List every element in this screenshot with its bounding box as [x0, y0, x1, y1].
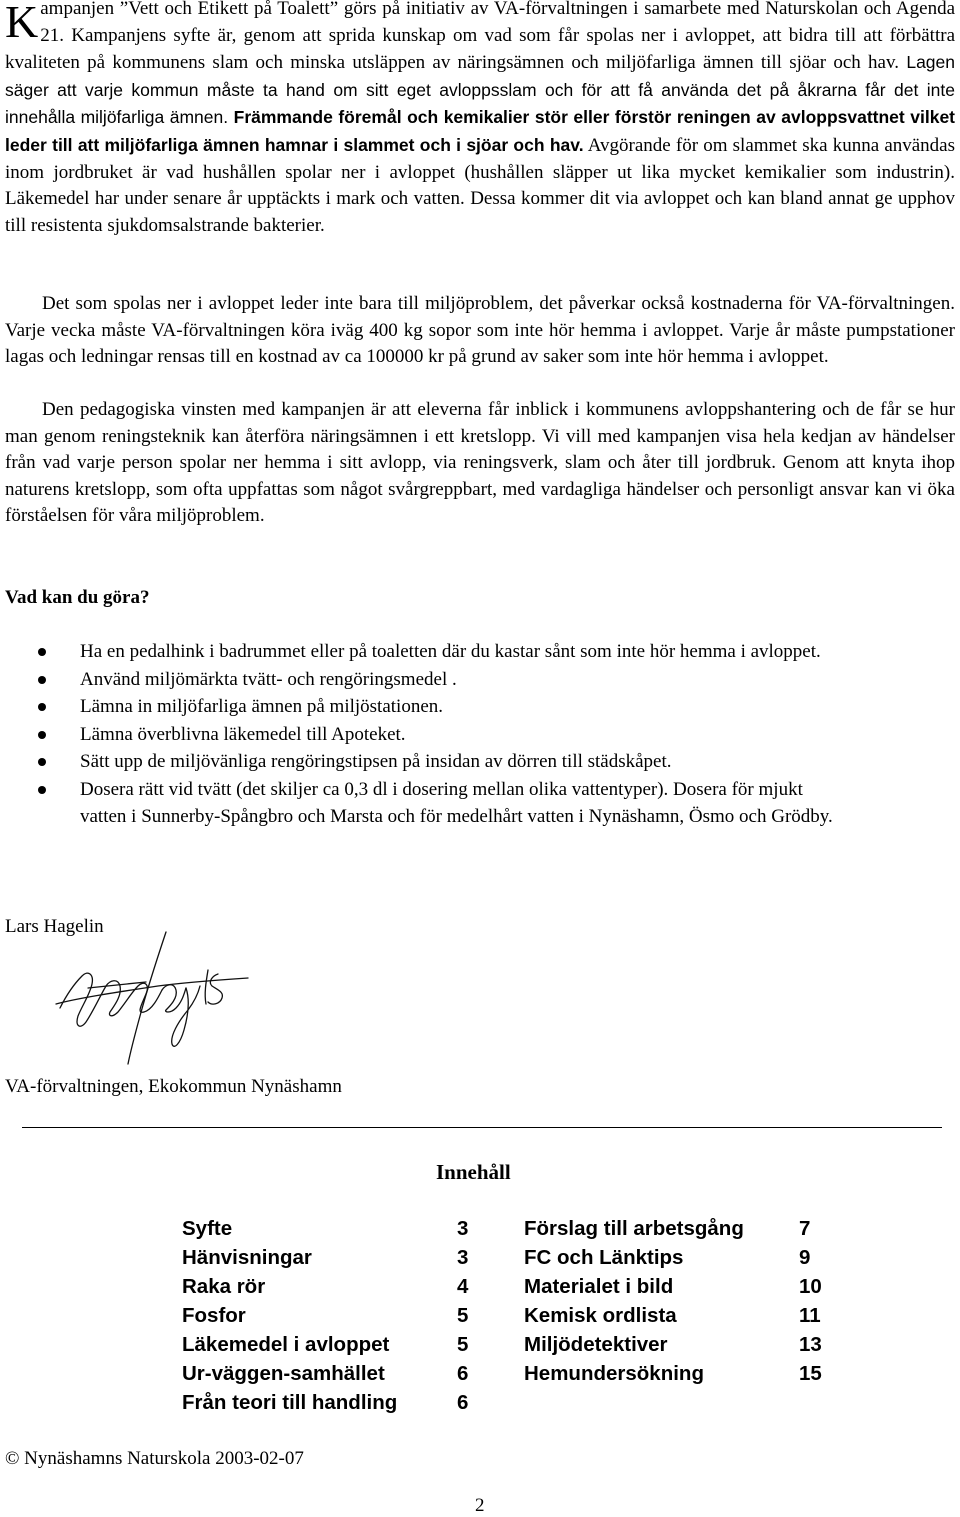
bullet-icon: [38, 758, 46, 766]
organization-line: VA-förvaltningen, Ekokommun Nynäshamn: [5, 1076, 342, 1097]
toc-entry-label: Syfte: [182, 1217, 233, 1240]
action-list: [0, 639, 960, 831]
toc-entry-page: 3: [457, 1246, 469, 1269]
toc-entry-page: 7: [799, 1217, 811, 1240]
toc-entry-page: 10: [799, 1275, 822, 1298]
list-item: [0, 694, 840, 721]
list-item: [0, 749, 840, 776]
section-heading: Vad kan du göra?: [5, 587, 150, 608]
list-item-text: Sätt upp de miljövänliga rengöringstipsen på insidan av dörren till städskåpet.: [80, 751, 672, 773]
list-item-text: Ha en pedalhink i badrummet eller på toaletten där du kastar sånt som inte hör hemma i avloppet.: [80, 641, 821, 662]
toc-right-column: [524, 1217, 844, 1397]
toc-entry-page: 13: [799, 1333, 822, 1356]
toc-entry-page: 9: [799, 1246, 811, 1269]
toc-entry-label: Hemundersökning: [524, 1362, 704, 1385]
bullet-icon: [38, 703, 46, 711]
bullet-icon: [38, 786, 46, 794]
bullet-icon: [38, 731, 46, 739]
bullet-icon: [38, 648, 46, 656]
toc-entry-label: Hänvisningar: [182, 1246, 312, 1269]
toc-entry-page: 15: [799, 1362, 822, 1385]
divider: [22, 1127, 942, 1128]
toc-entry-page: 3: [457, 1217, 469, 1240]
list-item: [0, 777, 840, 830]
intro-sentence-4: Avgörande för om slammet ska kunna användas inom jordbruket är vad hushållen spolar ner i avloppet (hushållen släpper ut lika mycket kemikalier som industrin). Läkemedel har under senare år upptäckts i mark och vatten. Dessa kommer dit via avloppet och kan bland annat ge upphov till resistenta sjukdomsalstrande bakterier.: [5, 134, 956, 236]
toc-entry-page: 6: [457, 1362, 469, 1385]
list-item-text: Dosera rätt vid tvätt (det skiljer ca 0,3 dl i dosering mellan olika vattentyper). Dosera för mjukt vatten i Sunnerby-Spångbro och Marsta och för medelhårt vatten i Nynäshamn, Ösmo och Grödby.: [80, 778, 833, 827]
toc-entry-label: Raka rör: [182, 1275, 266, 1298]
toc-entry-page: 4: [457, 1275, 469, 1298]
intro-sentence-1: ampanjen ”Vett och Etikett på Toalett” görs på initiativ av VA-förvaltningen i samarbete med Naturskolan och Agenda 21. Kampanjens syfte är, genom att sprida kunskap om vad som får spolas ner i avloppet, att bidra till att förbättra kvaliteten på kommunens slam och minska utsläppen av näringsämnen och miljöfarliga ämnen till sjöar och hav.: [5, 0, 955, 74]
drop-cap: K: [5, 0, 39, 47]
toc-entry-page: 11: [799, 1304, 821, 1327]
copyright-footer: © Nynäshamns Naturskola 2003-02-07: [5, 1448, 304, 1469]
bullet-icon: [38, 676, 46, 684]
toc-entry-label: Miljödetektiver: [524, 1333, 668, 1356]
intro-sentence-2: Lagen säger att varje kommun måste ta hand om sitt eget avloppsslam och för att få använda det på åkrarna får det inte innehålla miljöfarliga ämnen.: [5, 52, 955, 128]
toc-entry-label: Kemisk ordlista: [524, 1304, 677, 1327]
list-item: [0, 639, 840, 666]
intro-paragraph: [5, 0, 955, 239]
list-item-text: Använd miljömärkta tvätt- och rengöringsmedel .: [80, 668, 457, 690]
page-number: 2: [475, 1495, 485, 1516]
signer-name: Lars Hagelin: [5, 916, 104, 937]
list-item-text: Lämna in miljöfarliga ämnen på miljöstationen.: [80, 696, 444, 718]
handwritten-signature: [48, 926, 268, 1066]
list-item: [0, 722, 840, 749]
toc-entry-label: Fosfor: [182, 1304, 246, 1327]
list-item-text: Lämna överblivna läkemedel till Apoteket.: [80, 723, 406, 745]
toc-title: Innehåll: [436, 1160, 511, 1184]
toc-entry-label: Ur-väggen-samhället: [182, 1362, 385, 1385]
toc-entry-page: 6: [457, 1391, 469, 1414]
toc-entry-page: 5: [457, 1304, 469, 1327]
intro-sentence-3-bold: Främmande föremål och kemikalier stör eller förstör reningen av avloppsvattnet vilket leder till att miljöfarliga ämnen hamnar i slammet och i sjöar och hav.: [5, 107, 956, 155]
toc-entry-label: Materialet i bild: [524, 1275, 674, 1298]
toc-entry-label: Från teori till handling: [182, 1391, 398, 1414]
toc-entry-page: 5: [457, 1333, 469, 1356]
toc-entry-label: FC och Länktips: [524, 1246, 684, 1269]
costs-paragraph: Det som spolas ner i avloppet leder inte bara till miljöproblem, det påverkar också kostnaderna för VA-förvaltningen. Varje vecka måste VA-förvaltningen köra iväg 400 kg sopor som inte hör hemma i avloppet. Varje år måste pumpstationer lagas och ledningar rensas till en kostnad av ca 100000 kr på grund av saker som inte hör hemma i avloppet.: [5, 293, 955, 368]
toc-entry-label: Läkemedel i avloppet: [182, 1333, 390, 1356]
pedagogy-paragraph: Den pedagogiska vinsten med kampanjen är att eleverna får inblick i kommunens avloppshantering och de får se hur man genom reningsteknik kan återföra näringsämnen i ett kretslopp. Vi vill med kampanjen visa hela kedjan av händelser från vad varje person spolar ner hemma i sitt avlopp, via reningsverk, slam och åter till jordbruk. Genom att knyta ihop naturens kretslopp, som ofta uppfattas som något svårgreppbart, med vardagliga händelser och personligt ansvar kan vi öka förståelsen för våra miljöproblem.: [5, 399, 955, 527]
list-item: [0, 667, 840, 694]
toc-left-column: [182, 1217, 502, 1427]
toc-entry-label: Förslag till arbetsgång: [524, 1217, 744, 1240]
